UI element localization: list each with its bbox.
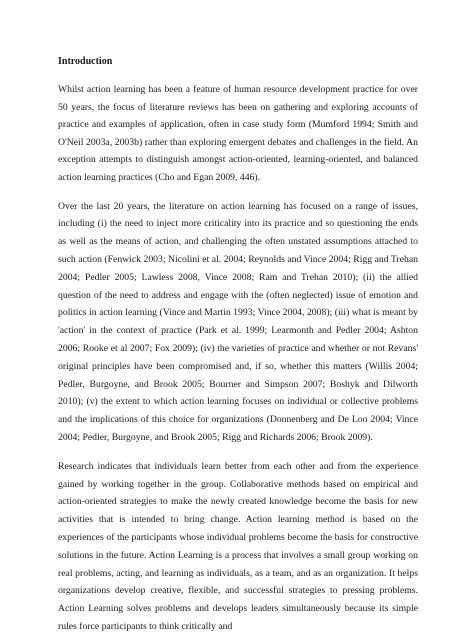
section-heading: Introduction bbox=[58, 56, 113, 67]
paragraph-3: Research indicates that individuals learn better from each other and from the experience gained by working together in the group. Collaborative methods based on empirical and action-oriented strategies to make the newly created knowledge become the basis for new activities that is intended to bring change. Action learning method is based on the experiences of the participants whose individual problems become the basis for constructive solutions in the future. Action Learning is a process that involves a small group working on real problems, acting, and learning as individuals, as a team, and as an organization. It helps organizations develop creative, flexible, and successful strategies to pressing problems. Action Learning solves problems and develops leaders simultaneously because its simple rules force participants to think critically and bbox=[58, 460, 418, 632]
document-body bbox=[58, 54, 418, 632]
paragraph-1: Whilst action learning has been a feature of human resource development practice for over 50 years, the focus of literature reviews has been on gathering and exploring accounts of practice and examples of application, often in case study form (Mumford 1994; Smith and O'Neil 2003a, 2003b) rather than exploring emergent debates and challenges in the field. An exception attempts to distinguish amongst action-oriented, learning-oriented, and balanced action learning practices (Cho and Egan 2009, 446). bbox=[58, 84, 418, 183]
paragraph-2: Over the last 20 years, the literature on action learning has focused on a range of issues, including (i) the need to inject more criticality into its practice and so questioning the ends as well as the means of action, and challenging the often unstated assumptions attached to such action (Fenwick 2003; Nicolini et al. 2004; Reynolds and Vince 2004; Rigg and Trehan 2004; Pedler 2005; Lawless 2008, Vince 2008; Ram and Trehan 2010); (ii) the allied question of the need to address and engage with the (often neglected) issue of emotion and politics in action learning (Vince and Martin 1993; Vince 2004, 2008); (iii) what is meant by 'action' in the context of practice (Park et al. 1999; Learmonth and Pedler 2004; Ashton 2006; Rooke et al 2007; Fox 2009); (iv) the varieties of practice and whether or not Revans' original principles have been compromised and, if so, whether this matters (Willis 2004; Pedler, Burgoyne, and Brook 2005; Bourner and Simpson 2007; Boshyk and Dilworth 2010); (v) the extent to which action learning focuses on individual or collective problems and the implications of this choice for organizations (Donnenberg and De Loo 2004; Vince 2004; Pedler, Burgoyne, and Brook 2005; Rigg and Richards 2006; Brook 2009). bbox=[58, 200, 418, 443]
